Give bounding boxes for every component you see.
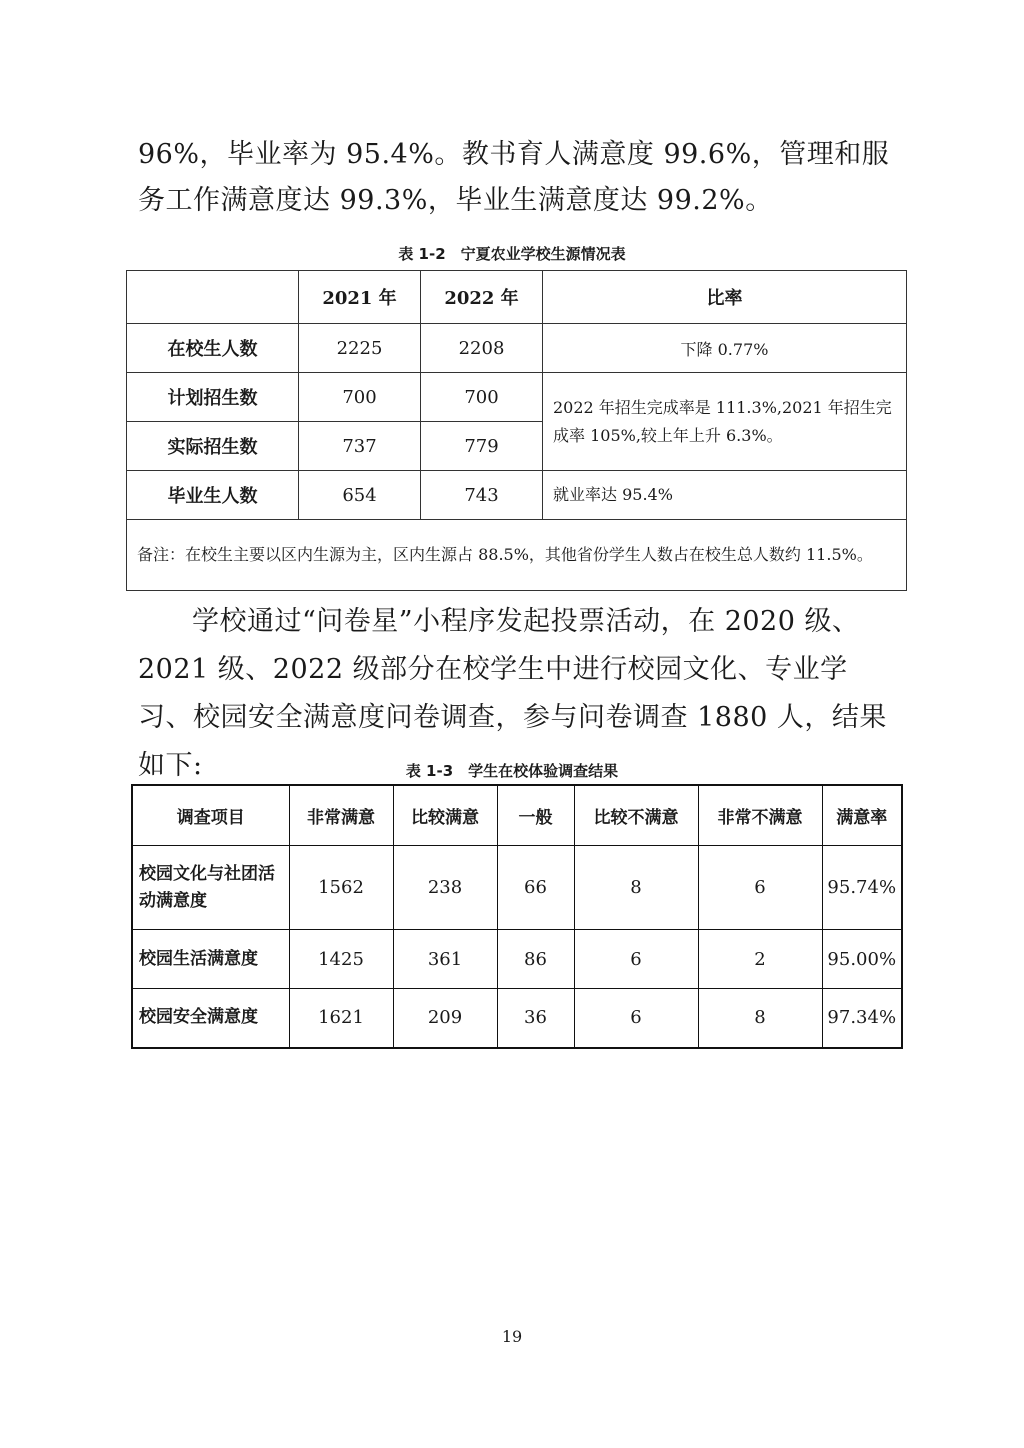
row-label: 校园安全满意度 bbox=[132, 989, 289, 1048]
survey-table bbox=[131, 784, 903, 1049]
row-label: 计划招生数 bbox=[127, 373, 299, 422]
table-header-row bbox=[132, 785, 902, 846]
table-row bbox=[132, 846, 902, 930]
cell-2022: 743 bbox=[421, 471, 543, 520]
table-cell: 6 bbox=[698, 846, 822, 930]
table-cell: 1425 bbox=[289, 930, 393, 989]
table-cell: 2 bbox=[698, 930, 822, 989]
cell-2021: 700 bbox=[299, 373, 421, 422]
table-note: 备注：在校生主要以区内生源为主，区内生源占 88.5%，其他省份学生人数占在校生总人数约 11.5%。 bbox=[127, 520, 907, 591]
table1-caption: 表 1-2 宁夏农业学校生源情况表 bbox=[398, 245, 626, 263]
cell-ratio: 就业率达 95.4% bbox=[543, 471, 907, 520]
table-row bbox=[127, 373, 907, 422]
header-cell: 非常满意 bbox=[289, 785, 393, 846]
table-header-row bbox=[127, 271, 907, 324]
header-cell: 比较满意 bbox=[393, 785, 497, 846]
cell-2021: 2225 bbox=[299, 324, 421, 373]
table-cell: 95.74% bbox=[822, 846, 902, 930]
cell-2022: 2208 bbox=[421, 324, 543, 373]
header-cell-blank bbox=[127, 271, 299, 324]
table-cell: 8 bbox=[698, 989, 822, 1048]
row-label: 实际招生数 bbox=[127, 422, 299, 471]
table-row bbox=[132, 989, 902, 1048]
table-row bbox=[127, 471, 907, 520]
cell-merged-ratio: 2022 年招生完成率是 111.3%,2021 年招生完成率 105%,较上年上升 6.3%。 bbox=[543, 373, 907, 471]
enrollment-table bbox=[126, 270, 907, 591]
table-cell: 1562 bbox=[289, 846, 393, 930]
header-cell: 比较不满意 bbox=[574, 785, 698, 846]
cell-ratio: 下降 0.77% bbox=[543, 324, 907, 373]
table-cell: 36 bbox=[497, 989, 574, 1048]
cell-2022: 700 bbox=[421, 373, 543, 422]
cell-2021: 737 bbox=[299, 422, 421, 471]
table-cell: 66 bbox=[497, 846, 574, 930]
table-row bbox=[127, 324, 907, 373]
table-cell: 6 bbox=[574, 930, 698, 989]
header-cell-2022: 2022 年 bbox=[421, 271, 543, 324]
table-note-row bbox=[127, 520, 907, 591]
table-cell: 95.00% bbox=[822, 930, 902, 989]
table-row bbox=[132, 930, 902, 989]
cell-2021: 654 bbox=[299, 471, 421, 520]
cell-2022: 779 bbox=[421, 422, 543, 471]
survey-paragraph: 学校通过“问卷星”小程序发起投票活动，在 2020 级、2021 级、2022 级部分在校学生中进行校园文化、专业学习、校园安全满意度问卷调查，参与问卷调查 1880 人，结果如下: bbox=[138, 606, 887, 781]
table-cell: 6 bbox=[574, 989, 698, 1048]
header-cell-ratio: 比率 bbox=[543, 271, 907, 324]
table2-caption: 表 1-3 学生在校体验调查结果 bbox=[405, 762, 619, 780]
header-cell: 一般 bbox=[497, 785, 574, 846]
table-cell: 8 bbox=[574, 846, 698, 930]
table-cell: 86 bbox=[497, 930, 574, 989]
table-cell: 238 bbox=[393, 846, 497, 930]
intro-paragraph: 96%，毕业率为 95.4%。教书育人满意度 99.6%，管理和服务工作满意度达 99.3%，毕业生满意度达 99.2%。 bbox=[138, 139, 890, 216]
table-cell: 361 bbox=[393, 930, 497, 989]
table-cell: 97.34% bbox=[822, 989, 902, 1048]
row-label: 在校生人数 bbox=[127, 324, 299, 373]
row-label: 校园生活满意度 bbox=[132, 930, 289, 989]
table-cell: 1621 bbox=[289, 989, 393, 1048]
header-cell: 满意率 bbox=[822, 785, 902, 846]
row-label: 校园文化与社团活动满意度 bbox=[132, 846, 289, 930]
row-label: 毕业生人数 bbox=[127, 471, 299, 520]
table-cell: 209 bbox=[393, 989, 497, 1048]
page-number: 19 bbox=[501, 1327, 523, 1346]
header-cell-2021: 2021 年 bbox=[299, 271, 421, 324]
header-cell: 非常不满意 bbox=[698, 785, 822, 846]
header-cell: 调查项目 bbox=[132, 785, 289, 846]
